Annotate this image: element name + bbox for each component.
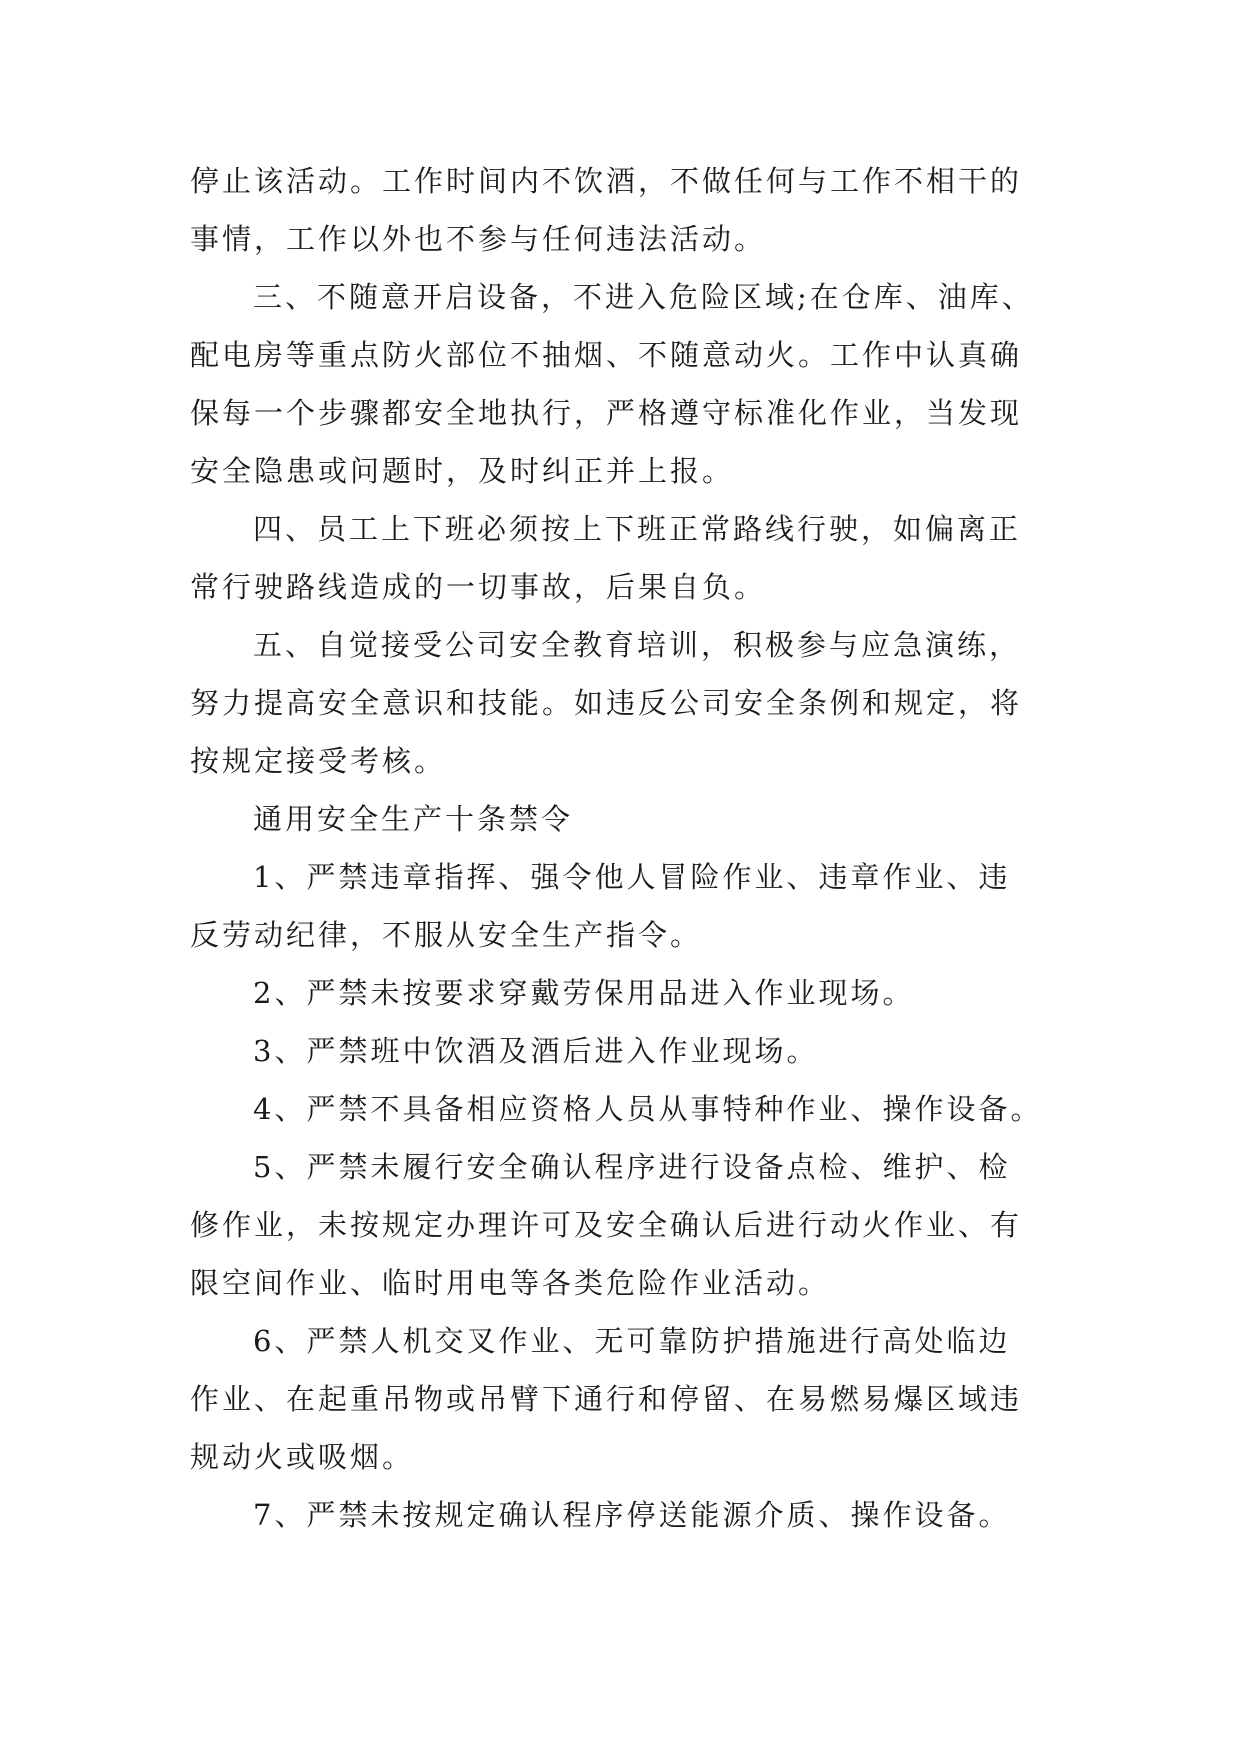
text-line: 修作业，未按规定办理许可及安全确认后进行动火作业、有 [190,1208,1023,1242]
text-line: 反劳动纪律，不服从安全生产指令。 [190,918,703,952]
text-line: 规动火或吸烟。 [190,1440,415,1474]
text-line: 努力提高安全意识和技能。如违反公司安全条例和规定，将 [190,686,1023,720]
text-line: 6、严禁人机交叉作业、无可靠防护措施进行高处临边 [253,1324,1011,1358]
text-line: 保每一个步骤都安全地执行，严格遵守标准化作业，当发现 [190,396,1023,430]
section-heading: 通用安全生产十条禁令 [253,802,574,836]
text-line: 四、员工上下班必须按上下班正常路线行驶，如偏离正 [253,512,1022,546]
text-line: 1、严禁违章指挥、强令他人冒险作业、违章作业、违 [253,860,1011,894]
text-line: 事情，工作以外也不参与任何违法活动。 [190,222,767,256]
text-line: 7、严禁未按规定确认程序停送能源介质、操作设备。 [253,1498,1011,1532]
text-line: 3、严禁班中饮酒及酒后进入作业现场。 [253,1034,819,1068]
text-line: 停止该活动。工作时间内不饮酒，不做任何与工作不相干的 [190,164,1023,198]
text-line: 配电房等重点防火部位不抽烟、不随意动火。工作中认真确 [190,338,1023,372]
text-line: 安全隐患或问题时，及时纠正并上报。 [190,454,735,488]
text-line: 五、自觉接受公司安全教育培训，积极参与应急演练， [253,628,1022,662]
text-line: 按规定接受考核。 [190,744,447,778]
text-line: 限空间作业、临时用电等各类危险作业活动。 [190,1266,831,1300]
text-line: 4、严禁不具备相应资格人员从事特种作业、操作设备。 [253,1092,1043,1126]
text-line: 作业、在起重吊物或吊臂下通行和停留、在易燃易爆区域违 [190,1382,1023,1416]
text-line: 三、不随意开启设备，不进入危险区域;在仓库、油库、 [253,280,1034,314]
text-line: 5、严禁未履行安全确认程序进行设备点检、维护、检 [253,1150,1011,1184]
text-line: 常行驶路线造成的一切事故，后果自负。 [190,570,767,604]
text-line: 2、严禁未按要求穿戴劳保用品进入作业现场。 [253,976,915,1010]
